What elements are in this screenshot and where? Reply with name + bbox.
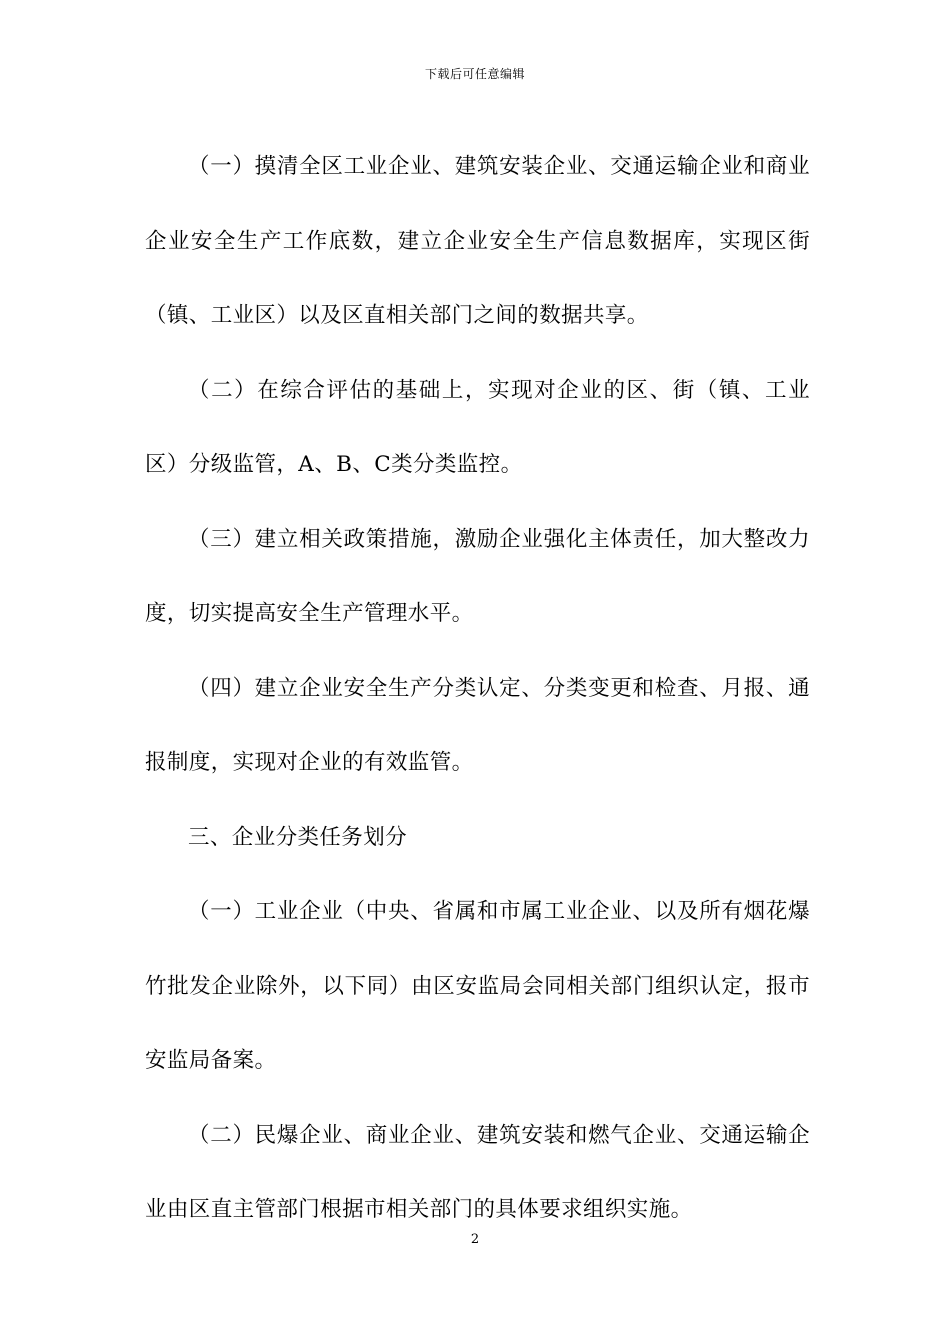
paragraph-2: （二）在综合评估的基础上，实现对企业的区、街（镇、工业区）分级监管，A、B、C类分类监控。 <box>145 377 810 477</box>
paragraph-6: （二）民爆企业、商业企业、建筑安装和燃气企业、交通运输企业由区直主管部门根据市相关部门的具体要求组织实施。 <box>145 1122 810 1222</box>
page-header: 下载后可任意编辑 <box>424 67 525 81</box>
paragraph-1: （一）摸清全区工业企业、建筑安装企业、交通运输企业和商业企业安全生产工作底数，建立企业安全生产信息数据库，实现区街（镇、工业区）以及区直相关部门之间的数据共享。 <box>145 154 810 328</box>
paragraph-3: （三）建立相关政策措施，激励企业强化主体责任，加大整改力度，切实提高安全生产管理水平。 <box>145 526 810 626</box>
page-number: 2 <box>470 1232 480 1247</box>
paragraph-4: （四）建立企业安全生产分类认定、分类变更和检查、月报、通报制度，实现对企业的有效监管。 <box>145 675 810 775</box>
paragraph-5: （一）工业企业（中央、省属和市属工业企业、以及所有烟花爆竹批发企业除外，以下同）由区安监局会同相关部门组织认定，报市安监局备案。 <box>145 899 810 1073</box>
document-body <box>145 130 810 1248</box>
section-heading: 三、企业分类任务划分 <box>188 824 408 850</box>
